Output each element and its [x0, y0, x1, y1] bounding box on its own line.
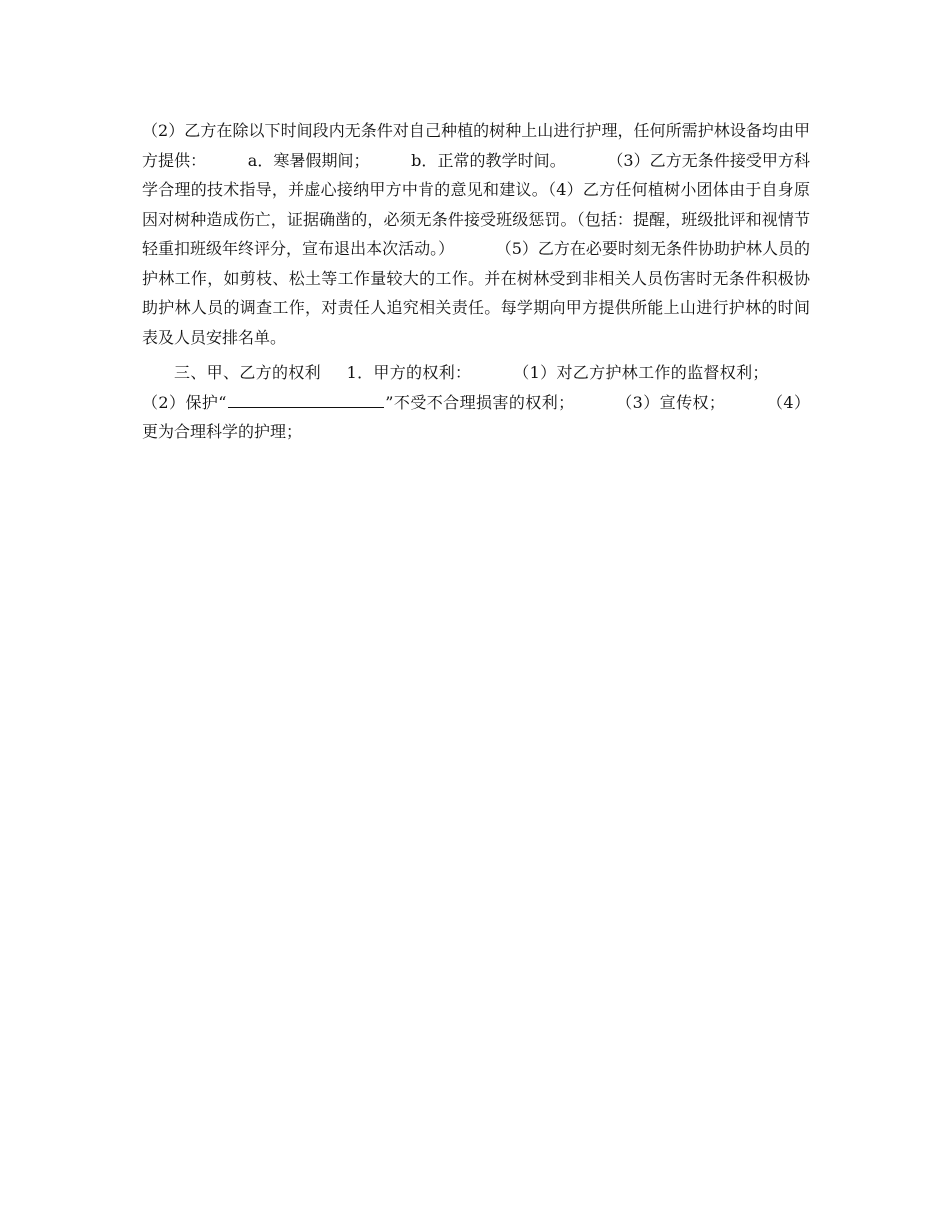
clause-3-text: （3）乙方无条件接受甲方科学合理的技术指导，并虚心接纳甲方中肯的意见和建议。	[142, 150, 810, 199]
right-item-2-suffix: ”不受不合理损害的权利；	[385, 392, 575, 412]
clause-5-text: （5）乙方在必要时刻无条件协助护林人员的护林工作，如剪枝、松土等工作量较大的工作。并在树林受到非相关人员伤害时无条件积极协助护林人员的调查工作，对责任人追究相关责任。每学期向甲方提供所能上山进行护林的时间表及人员安排名单。	[142, 239, 810, 347]
section-heading: 三、甲、乙方的权利	[174, 363, 321, 382]
right-item-4: （4）更为合理科学的护理；	[142, 392, 810, 441]
clause-2b-text: b．正常的教学时间。	[411, 150, 566, 170]
clause-2-text: （2）乙方在除以下时间段内无条件对自己种植的树种上山进行护理，任何所需护林设备均由甲方提供：	[142, 121, 810, 170]
agreement-obligations-paragraph	[142, 116, 810, 352]
rights-paragraph	[142, 358, 810, 447]
right-item-1: （1）对乙方护林工作的监督权利；	[512, 363, 769, 382]
fill-in-blank	[228, 391, 385, 408]
party-a-rights-heading: 1．甲方的权利：	[346, 363, 472, 382]
right-item-2-prefix: （2）保护“	[142, 392, 227, 412]
clause-4-text: （4）乙方任何植树小团体由于自身原因对树种造成伤亡，证据确凿的，必须无条件接受班级惩罚。（包括：提醒，班级批评和视情节轻重扣班级年终评分，宣布退出本次活动。）	[142, 180, 810, 258]
clause-2a-text: a．寒暑假期间；	[247, 150, 370, 170]
right-item-3: （3）宣传权；	[615, 392, 725, 412]
document-body	[142, 116, 810, 447]
